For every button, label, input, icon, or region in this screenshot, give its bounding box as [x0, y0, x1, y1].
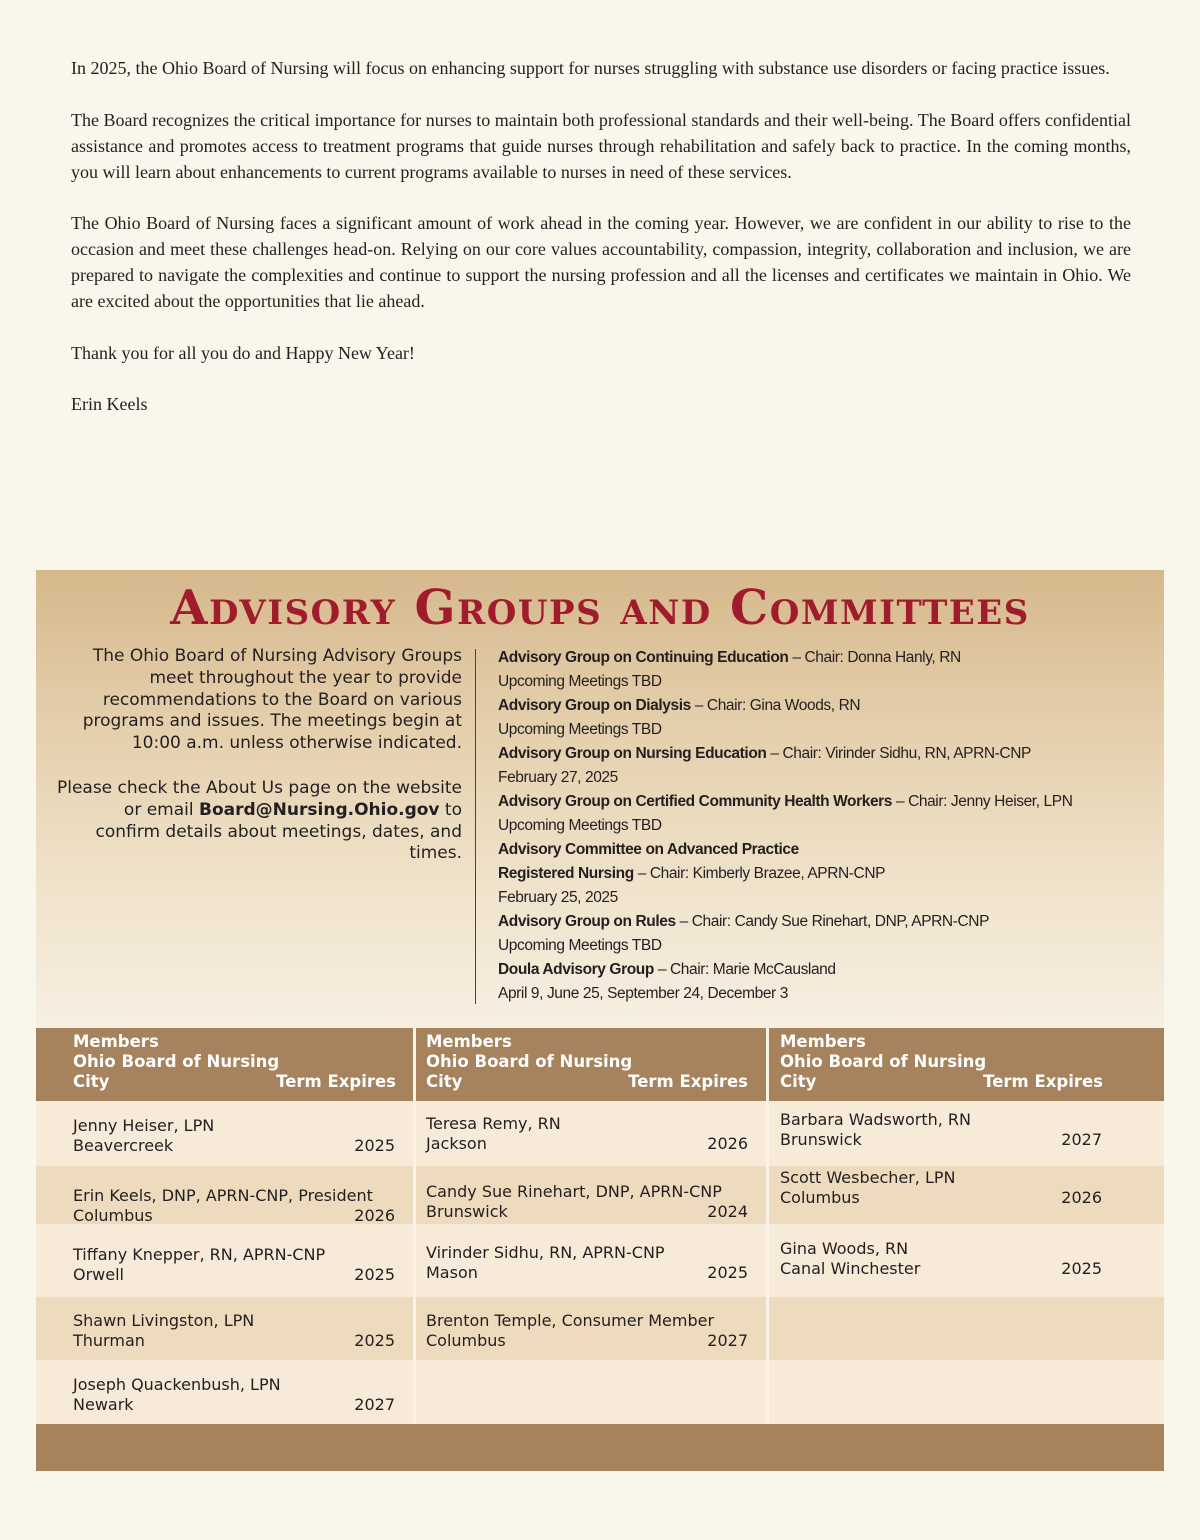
header-cell — [36, 1028, 414, 1101]
header-term-expires: Term Expires — [983, 1072, 1103, 1091]
members-table — [36, 1028, 1164, 1471]
member-city: Orwell — [73, 1265, 124, 1284]
member-city: Mason — [426, 1263, 478, 1282]
table-row — [73, 1116, 395, 1156]
member-city: Columbus — [73, 1206, 153, 1225]
group-chair: – Chair: Marie McCausland — [653, 961, 836, 978]
member-term: 2026 — [354, 1206, 395, 1225]
member-city: Columbus — [780, 1188, 860, 1207]
group-meetings: Upcoming Meetings TBD — [498, 721, 662, 738]
member-name: Brenton Temple, Consumer Member — [426, 1311, 715, 1330]
letter-body — [71, 55, 1131, 417]
table-row — [426, 1243, 748, 1283]
table-row — [780, 1110, 1102, 1150]
letter-paragraph: The Ohio Board of Nursing faces a significant amount of work ahead in the coming year. However, we are confident in our ability to rise to the occasion and meet these challenges head-on. Relying on our core values accountability, compassion, integrity, collaboration and inclusion, we are prepared to navigate the complexities and continue to support the nursing profession and all the licenses and certificates we maintain in Ohio. We are excited about the opportunities that lie ahead. — [71, 213, 1131, 311]
member-city: Brunswick — [426, 1202, 508, 1221]
header-city: City — [426, 1072, 463, 1091]
table-header — [36, 1028, 1164, 1101]
table-row — [780, 1239, 1102, 1279]
member-term: 2027 — [1061, 1130, 1102, 1149]
member-term: 2025 — [354, 1331, 395, 1350]
advisory-panel — [36, 570, 1164, 1471]
member-term: 2026 — [707, 1134, 748, 1153]
header-city: City — [780, 1072, 817, 1091]
header-members: Members — [780, 1032, 866, 1051]
group-meetings: Upcoming Meetings TBD — [498, 817, 662, 834]
table-row — [426, 1311, 748, 1351]
member-name: Candy Sue Rinehart, DNP, APRN-CNP — [426, 1182, 722, 1201]
header-board: Ohio Board of Nursing — [426, 1052, 633, 1071]
group-name: Advisory Group on Rules — [498, 913, 676, 930]
intro-paragraph: The Ohio Board of Nursing Advisory Groups meet throughout the year to provide recommendations to the Board on various programs and issues. The meetings begin at 10:00 a.m. unless otherwise indicated. — [82, 646, 462, 754]
group-name: Advisory Group on Certified Community Health Workers — [498, 793, 893, 810]
member-name: Tiffany Knepper, RN, APRN-CNP — [73, 1245, 326, 1264]
member-city: Canal Winchester — [780, 1259, 921, 1278]
member-city: Beavercreek — [73, 1136, 174, 1155]
header-cell — [389, 1028, 766, 1101]
group-heading — [498, 910, 1138, 934]
member-city: Newark — [73, 1395, 134, 1414]
member-name: Shawn Livingston, LPN — [73, 1311, 255, 1330]
member-term: 2027 — [707, 1331, 748, 1350]
member-city: Columbus — [426, 1331, 506, 1350]
header-board: Ohio Board of Nursing — [780, 1052, 987, 1071]
intro-contact — [56, 778, 462, 865]
group-name: Registered Nursing — [498, 865, 634, 882]
letter-signature: Erin Keels — [71, 394, 148, 414]
table-row — [73, 1375, 395, 1415]
member-city: Brunswick — [780, 1130, 862, 1149]
advisory-intro — [56, 646, 462, 888]
group-name: Doula Advisory Group — [498, 961, 654, 978]
header-cell — [743, 1028, 1121, 1101]
header-term-expires: Term Expires — [628, 1072, 748, 1091]
member-city: Thurman — [73, 1331, 145, 1350]
member-name: Erin Keels, DNP, APRN-CNP, President — [73, 1186, 373, 1205]
table-row — [426, 1182, 748, 1222]
member-term: 2027 — [354, 1395, 395, 1414]
group-name: Advisory Group on Dialysis — [498, 697, 691, 714]
letter-closing: Thank you for all you do and Happy New Year! — [71, 342, 415, 363]
table-row — [73, 1186, 395, 1226]
group-name: Advisory Group on Nursing Education — [498, 745, 767, 762]
table-row — [426, 1114, 748, 1154]
group-chair: – Chair: Gina Woods, RN — [690, 697, 861, 714]
header-members: Members — [73, 1032, 159, 1051]
group-heading — [498, 958, 1138, 982]
letter-paragraph: In 2025, the Ohio Board of Nursing will focus on enhancing support for nurses struggling with substance use disorders or facing practice issues. — [71, 58, 1110, 78]
email-link[interactable]: Board@Nursing.Ohio.gov — [199, 799, 440, 820]
group-chair: – Chair: Jenny Heiser, LPN — [892, 793, 1073, 810]
group-meetings: February 27, 2025 — [498, 769, 618, 786]
group-chair: – Chair: Candy Sue Rinehart, DNP, APRN-CNP — [675, 913, 990, 930]
member-term: 2025 — [1061, 1259, 1102, 1278]
header-city: City — [73, 1072, 110, 1091]
member-name: Jenny Heiser, LPN — [73, 1116, 215, 1135]
table-row — [780, 1168, 1102, 1208]
group-meetings: Upcoming Meetings TBD — [498, 937, 662, 954]
advisory-title: Advisory Groups and Committees — [170, 580, 1030, 636]
member-name: Barbara Wadsworth, RN — [780, 1110, 972, 1129]
advisory-group-list — [498, 646, 1138, 1006]
column-separator — [413, 1028, 416, 1424]
letter-paragraph: The Board recognizes the critical importance for nurses to maintain both professional standards and their well-being. The Board offers confidential assistance and promotes access to treatment programs that guide nurses through rehabilitation and safely back to practice. In the coming months, you will learn about enhancements to current programs available to nurses in need of these services. — [71, 109, 1131, 182]
group-heading — [498, 646, 1138, 670]
member-term: 2025 — [707, 1263, 748, 1282]
group-chair: – Chair: Donna Hanly, RN — [788, 649, 961, 666]
group-meetings: February 25, 2025 — [498, 889, 618, 906]
group-meetings: Upcoming Meetings TBD — [498, 673, 662, 690]
intro-contact-text: Please check the About Us page on the website or email — [56, 777, 462, 820]
group-heading — [498, 862, 1138, 886]
member-name: Teresa Remy, RN — [426, 1114, 561, 1133]
member-term: 2026 — [1061, 1188, 1102, 1207]
member-term: 2025 — [354, 1265, 395, 1284]
column-divider — [475, 649, 476, 1004]
column-separator — [766, 1028, 769, 1424]
group-chair: – Chair: Virinder Sidhu, RN, APRN-CNP — [766, 745, 1031, 762]
group-heading — [498, 742, 1138, 766]
member-city: Jackson — [426, 1134, 487, 1153]
intro-contact-text: to confirm details about meetings, dates, and times. — [95, 799, 462, 864]
group-name: Advisory Committee on Advanced Practice — [498, 841, 799, 858]
header-members: Members — [426, 1032, 512, 1051]
header-board: Ohio Board of Nursing — [73, 1052, 280, 1071]
member-name: Gina Woods, RN — [780, 1239, 909, 1258]
table-footer — [36, 1424, 1164, 1471]
group-chair: – Chair: Kimberly Brazee, APRN-CNP — [633, 865, 886, 882]
group-meetings: April 9, June 25, September 24, December 3 — [498, 985, 788, 1002]
member-name: Joseph Quackenbush, LPN — [73, 1375, 281, 1394]
member-name: Scott Wesbecher, LPN — [780, 1168, 956, 1187]
table-row — [73, 1245, 395, 1285]
member-term: 2025 — [354, 1136, 395, 1155]
table-row — [73, 1311, 395, 1351]
group-heading — [498, 694, 1138, 718]
header-term-expires: Term Expires — [276, 1072, 396, 1091]
group-name: Advisory Group on Continuing Education — [498, 649, 789, 666]
group-heading — [498, 790, 1138, 814]
member-name: Virinder Sidhu, RN, APRN-CNP — [426, 1243, 665, 1262]
member-term: 2024 — [707, 1202, 748, 1221]
